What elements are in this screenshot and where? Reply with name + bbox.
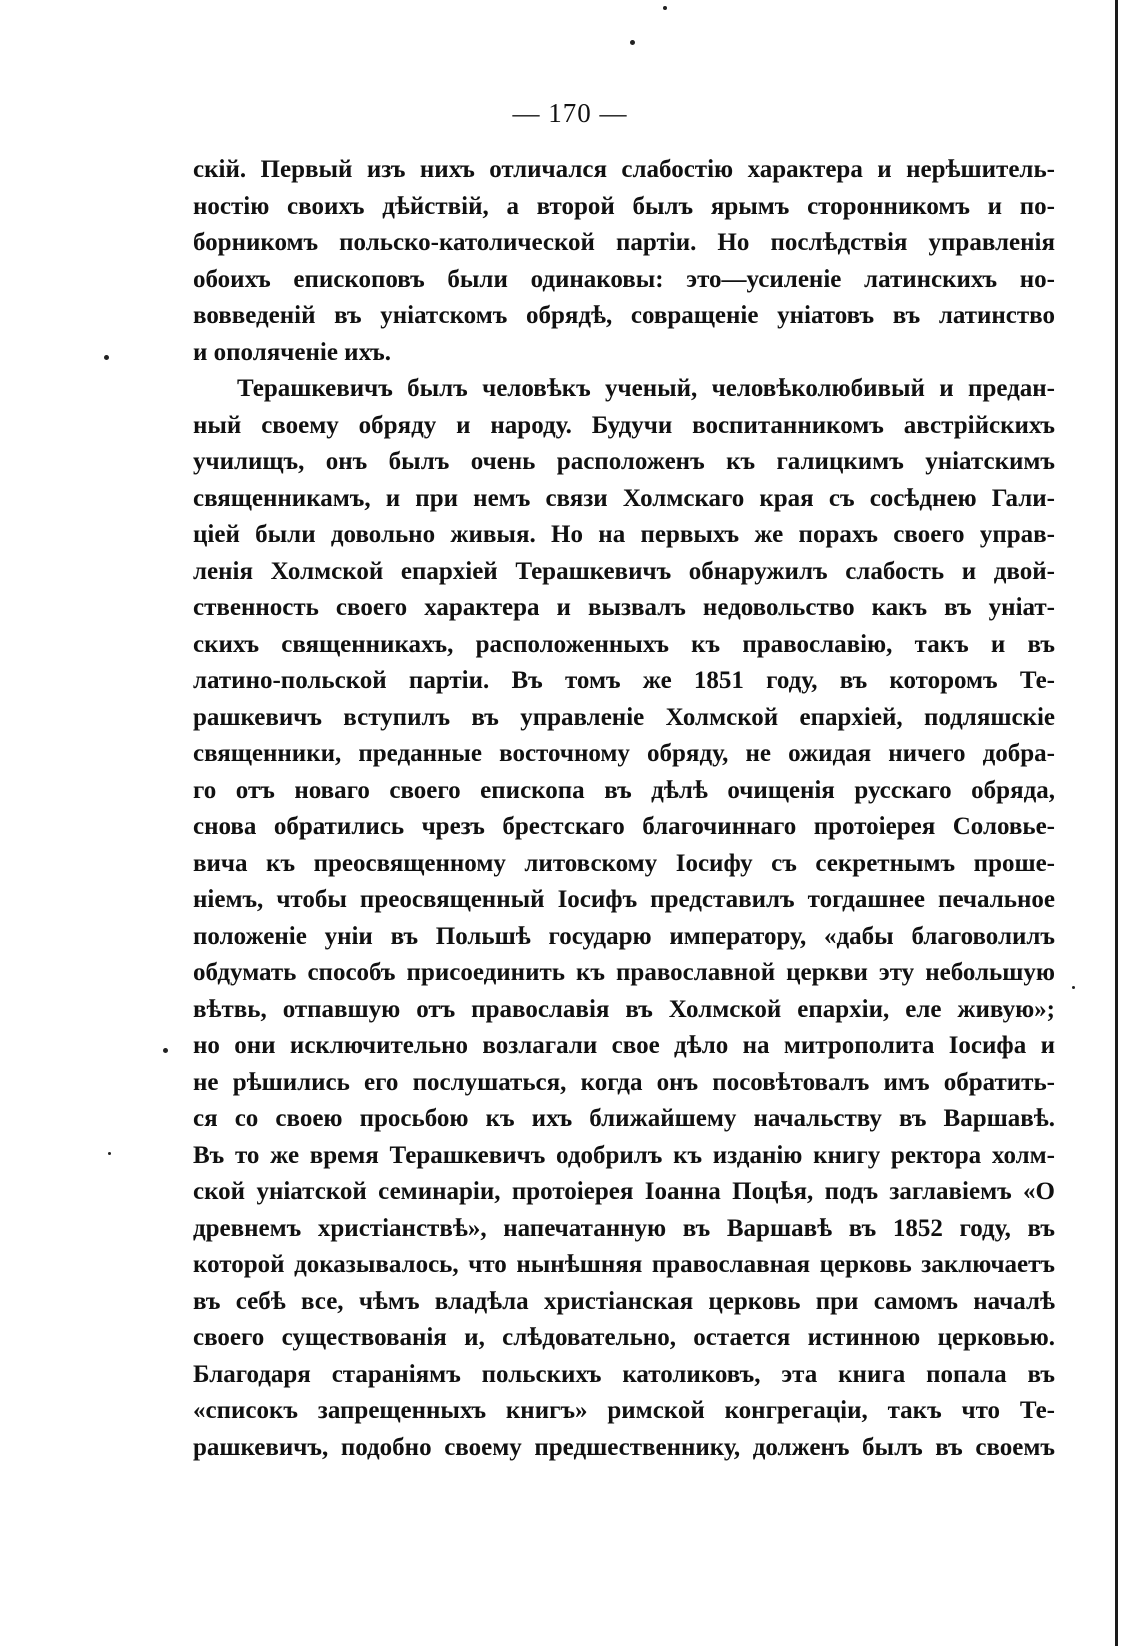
text-line: рашкевичъ вступилъ въ управленіе Холмской епархіей, подляшскіе [193,703,1055,731]
text-line: «списокъ запрещенныхъ книгъ» римской конгрегаціи, такъ что Те- [193,1397,1055,1424]
text-line: вовведеній въ уніатскомъ обрядѣ, совращеніе уніатовъ въ латинство [193,302,1055,329]
text-line: ственность своего характера и вызвалъ недовольство какъ въ уніат- [193,594,1055,621]
text-line: снова обратились чрезъ брестскаго благочиннаго протоіерея Соловье- [193,813,1055,840]
page-number: — 170 — [512,98,628,128]
text-line: ся со своею просьбою къ ихъ ближайшему начальству въ Варшавѣ. [193,1105,1055,1132]
text-line: обоихъ епископовъ были одинаковы: это—усиленіе латинскихъ но- [193,265,1055,293]
text-line: вича къ преосвященному литовскому Іосифу съ секретнымъ проше- [193,849,1055,877]
text-line: Благодаря стараніямъ польскихъ католиковъ, эта книга попала въ [193,1360,1055,1388]
text-line: положеніе уніи въ Польшѣ государю императору, «дабы благоволилъ [193,922,1055,950]
text-line: ской уніатской семинаріи, протоіерея Іоанна Поцѣя, подъ заглавіемъ «О [193,1178,1055,1205]
text-line: обдумать способъ присоединить къ православной церкви эту небольшую [193,959,1055,986]
text-line: училищъ, онъ былъ очень расположенъ къ галицкимъ уніатскимъ [193,448,1055,475]
body-text [193,152,1055,1466]
text-line: ный своему обряду и народу. Будучи воспитанникомъ австрійскихъ [193,411,1055,439]
text-line: Терашкевичъ былъ человѣкъ ученый, человѣколюбивый и предан- [237,375,1055,402]
text-line: Въ то же время Терашкевичъ одобрилъ къ изданію книгу ректора холм- [193,1141,1055,1169]
scan-speck [1072,986,1075,989]
text-line: вѣтвь, отпавшую отъ православія въ Холмской епархіи, еле живую»; [193,995,1055,1023]
text-line: ціей были довольно живыя. Но на первыхъ же порахъ своего управ- [193,521,1055,548]
text-line: скій. Первый изъ нихъ отличался слабостію характера и нерѣшитель- [193,156,1055,183]
text-line: не рѣшились его послушаться, когда онъ посовѣтовалъ имъ обратить- [193,1068,1055,1096]
text-line: но они исключительно возлагали свое дѣло на митрополита Іосифа и [193,1032,1055,1059]
text-line: ленія Холмской епархіей Терашкевичъ обнаружилъ слабость и двой- [193,557,1055,585]
scan-speck [104,355,109,360]
page-edge-line [1115,0,1118,1646]
text-line: и ополяченіе ихъ. [193,338,391,366]
scan-speck [663,6,667,10]
text-line: въ себѣ все, чѣмъ владѣла христіанская церковь при самомъ началѣ [193,1287,1055,1315]
scan-speck [108,1152,111,1155]
text-line: своего существованія и, слѣдовательно, остается истинною церковью. [193,1324,1055,1351]
text-line: священники, преданные восточному обряду, не ожидая ничего добра- [193,740,1055,767]
text-line: скихъ священникахъ, расположенныхъ къ православію, такъ и въ [193,630,1055,658]
scan-speck [630,40,635,45]
text-line: священникамъ, и при немъ связи Холмскаго края съ сосѣднею Гали- [193,484,1055,512]
text-line: борникомъ польско-католической партіи. Но послѣдствія управленія [193,229,1055,256]
text-line: го отъ новаго своего епископа въ дѣлѣ очищенія русскаго обряда, [193,776,1055,804]
text-line: которой доказывалось, что нынѣшняя православная церковь заключаетъ [193,1251,1055,1278]
scan-speck [163,1048,168,1053]
text-line: рашкевичъ, подобно своему предшественнику, долженъ былъ въ своемъ [193,1433,1055,1461]
text-line: латино-польской партіи. Въ томъ же 1851 году, въ которомъ Те- [193,667,1055,694]
text-line: ніемъ, чтобы преосвященный Іосифъ представилъ тогдашнее печальное [193,886,1055,913]
text-line: ностію своихъ дѣйствій, а второй былъ ярымъ сторонникомъ и по- [193,192,1055,220]
text-line: древнемъ христіанствѣ», напечатанную въ Варшавѣ въ 1852 году, въ [193,1214,1055,1242]
